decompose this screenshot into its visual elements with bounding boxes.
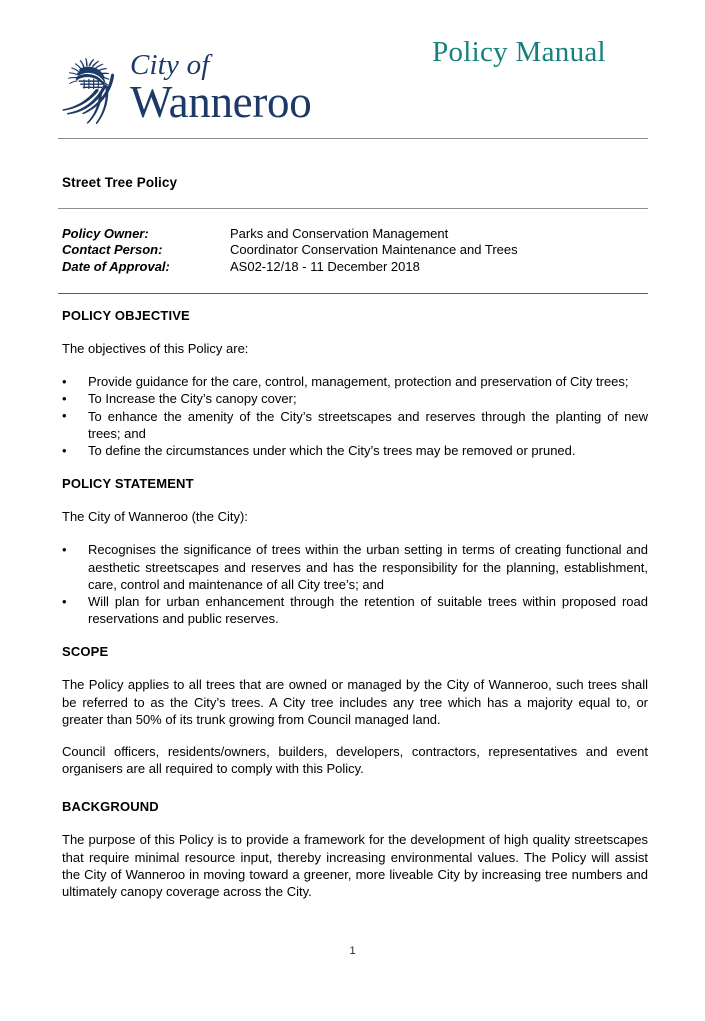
list-item [62,442,648,459]
list-item-text: Recognises the significance of trees within the urban setting in terms of creating functional and aesthetic streetscapes and reserves and has the responsibility for the planning, establishment, care, control and maintenance of all City tree’s; and [88,542,648,592]
list-item [62,390,648,407]
list-item [62,593,648,627]
statement-bullet-list [62,541,648,627]
page-number: 1 [349,945,356,957]
meta-value-contact-person: Coordinator Conservation Maintenance and Trees [230,242,518,258]
objective-lead-paragraph: The objectives of this Policy are: [62,341,249,356]
list-item-text: To enhance the amenity of the City’s streetscapes and reserves through the planting of new trees; and [88,408,648,441]
section-heading-policy-statement: POLICY STATEMENT [62,476,194,492]
list-item [62,541,648,593]
scope-paragraph-2: Council officers, residents/owners, builders, developers, contractors, representatives and event organisers are all required to comply with this Policy. [62,744,648,777]
page-title: Street Tree Policy [62,175,178,190]
metadata-divider-rule [58,293,648,294]
background-paragraph-1: The purpose of this Policy is to provide a framework for the development of high quality streetscapes that require minimal resource input, thereby increasing environmental values. The Policy will assist the City of Wanneroo in moving toward a greener, more liveable City by increasing tree numbers and ultimately canopy coverage across the City. [62,832,648,900]
section-heading-background: BACKGROUND [62,799,159,815]
meta-label-date-of-approval: Date of Approval: [62,258,170,274]
city-of-wanneroo-logo [58,51,311,129]
brand-wordmark [130,49,312,127]
meta-row [62,226,648,242]
list-item [62,408,648,442]
list-item-text: To define the circumstances under which the City’s trees may be removed or pruned. [88,443,576,459]
list-item-text: Will plan for urban enhancement through the retention of suitable trees within proposed road reservations and public reserves. [88,594,648,627]
section-heading-scope: SCOPE [62,644,109,660]
banksia-flower-logo-icon [58,55,126,129]
meta-row [62,242,648,258]
list-item-text: Provide guidance for the care, control, management, protection and preservation of City trees; [88,374,629,390]
policy-metadata [62,226,648,275]
list-item-text: To Increase the City’s canopy cover; [88,391,297,407]
meta-row [62,259,648,275]
meta-label-policy-owner: Policy Owner: [62,226,149,241]
list-item [62,373,648,390]
title-divider-rule [58,208,648,209]
meta-value-date-of-approval: AS02-12/18 - 11 December 2018 [230,258,420,274]
meta-label-contact-person: Contact Person: [62,242,163,258]
brand-line-city-of: City of [130,49,210,81]
scope-paragraph-1: The Policy applies to all trees that are owned or managed by the City of Wanneroo, such trees shall be referred to as the City’s trees. A City tree includes any tree which has a majority equal to, or greater than 50% of its trunk growing from Council managed land. [62,677,648,727]
document-body [62,308,648,900]
policy-manual-title: Policy Manual [432,36,606,68]
brand-line-wanneroo: Wanneroo [130,77,312,127]
section-heading-policy-objective: POLICY OBJECTIVE [62,308,190,323]
header-divider-rule [58,138,648,139]
objective-bullet-list [62,373,648,459]
statement-lead-paragraph: The City of Wanneroo (the City): [62,509,248,525]
meta-value-policy-owner: Parks and Conservation Management [230,226,449,241]
